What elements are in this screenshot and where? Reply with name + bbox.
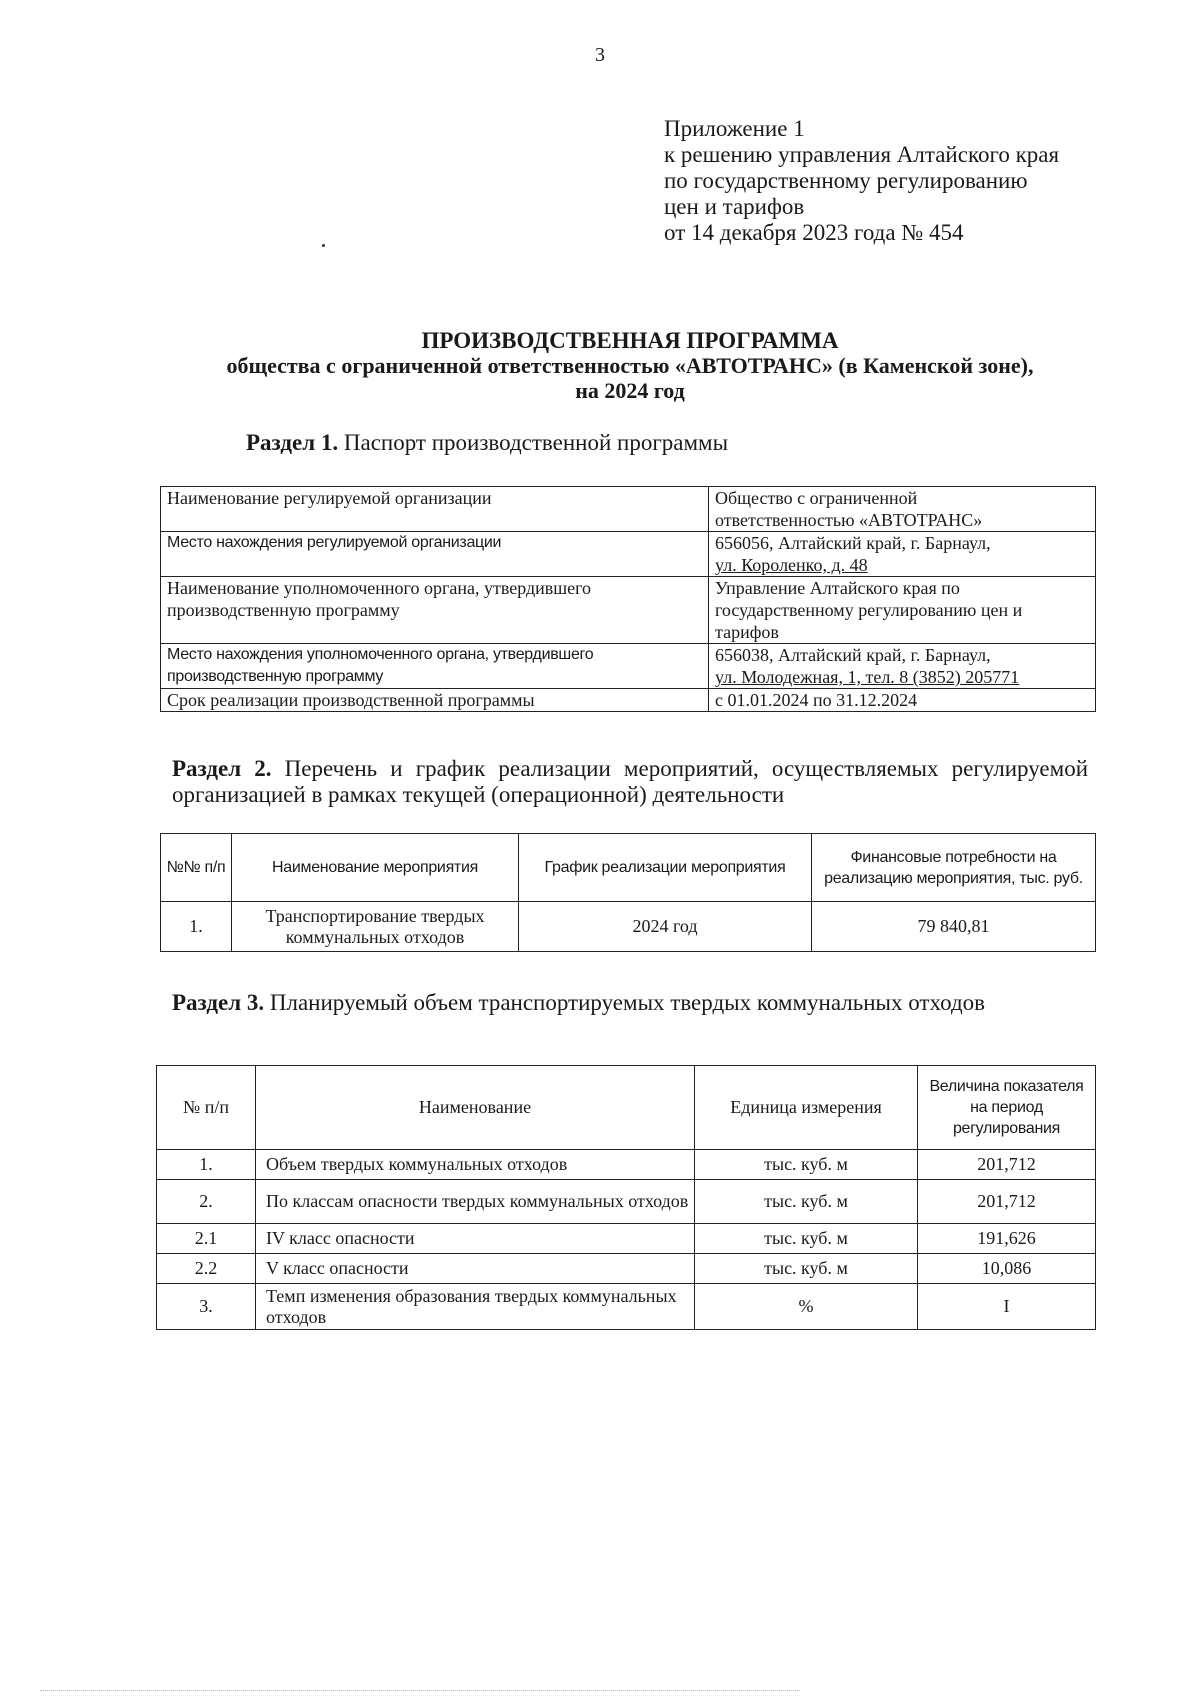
table-row	[157, 1224, 1096, 1254]
section-2-heading	[172, 756, 1088, 808]
table-cell: 201,712	[918, 1180, 1096, 1224]
page-number: 3	[595, 44, 605, 66]
table-cell: Общество с ограниченной ответственностью «АВТОТРАНС»	[709, 487, 1096, 532]
table-row	[161, 532, 1096, 577]
header-cell: Наименование мероприятия	[232, 834, 519, 902]
document-title	[160, 328, 1100, 403]
annex-line: к решению управления Алтайского края	[664, 142, 1060, 167]
section-3-heading	[172, 990, 1088, 1016]
table-cell: Место нахождения регулируемой организации	[161, 532, 709, 577]
table-cell: Управление Алтайского края по государственному регулированию цен и тарифов	[709, 577, 1096, 644]
title-line-1: ПРОИЗВОДСТВЕННАЯ ПРОГРАММА	[421, 328, 839, 353]
title-line-2: общества с ограниченной ответственностью «АВТОТРАНС» (в Каменской зоне),	[226, 353, 1034, 378]
table-row	[157, 1254, 1096, 1284]
table-cell: тыс. куб. м	[695, 1180, 918, 1224]
table-cell: Место нахождения уполномоченного органа, утвердившего производственную программу	[161, 644, 709, 689]
table-cell: 10,086	[918, 1254, 1096, 1284]
table-row	[157, 1284, 1096, 1330]
table-cell: тыс. куб. м	[695, 1254, 918, 1284]
header-cell: Финансовые потребности на реализацию мероприятия, тыс. руб.	[812, 834, 1096, 902]
table-cell: Объем твердых коммунальных отходов	[256, 1150, 695, 1180]
section-1-heading	[246, 430, 728, 456]
table-cell: 656038, Алтайский край, г. Барнаул, ул. Молодежная, 1, тел. 8 (3852) 205771	[709, 644, 1096, 689]
section-1-label: Раздел 1.	[246, 430, 339, 455]
table-cell: 2.	[157, 1180, 256, 1224]
table-cell: 656056, Алтайский край, г. Барнаул, ул. Короленко, д. 48	[709, 532, 1096, 577]
header-cell: № п/п	[157, 1066, 256, 1150]
table-cell: Наименование регулируемой организации	[161, 487, 709, 532]
passport-table	[160, 486, 1096, 712]
table-cell: тыс. куб. м	[695, 1150, 918, 1180]
annex-line: цен и тарифов	[664, 194, 805, 219]
table-row	[157, 1150, 1096, 1180]
table-cell: 2.2	[157, 1254, 256, 1284]
header-cell: Единица измерения	[695, 1066, 918, 1150]
stray-dot	[322, 244, 325, 247]
annex-line: от 14 декабря 2023 года № 454	[664, 220, 964, 245]
table-cell: 1.	[161, 902, 232, 952]
table-row	[161, 577, 1096, 644]
table-row	[157, 1180, 1096, 1224]
table-header-row	[157, 1066, 1096, 1150]
section-2-text: Перечень и график реализации мероприятий, осуществляемых регулируемой организацией в рамках текущей (операционной) деятельности	[172, 756, 1089, 807]
table-row	[161, 902, 1096, 952]
header-cell: Наименование	[256, 1066, 695, 1150]
table-cell: %	[695, 1284, 918, 1330]
table-cell: Наименование уполномоченного органа, утвердившего производственную программу	[161, 577, 709, 644]
title-line-3: на 2024 год	[575, 378, 685, 403]
activities-table	[160, 833, 1096, 952]
table-cell: с 01.01.2024 по 31.12.2024	[709, 689, 1096, 712]
header-cell: График реализации мероприятия	[519, 834, 812, 902]
annex-block	[664, 116, 1059, 246]
table-cell: Транспортирование твердых коммунальных отходов	[232, 902, 519, 952]
table-cell: 3.	[157, 1284, 256, 1330]
volume-table	[156, 1065, 1096, 1330]
table-cell: 191,626	[918, 1224, 1096, 1254]
annex-line: по государственному регулированию	[664, 168, 1028, 193]
table-cell: 1.	[157, 1150, 256, 1180]
table-cell: V класс опасности	[256, 1254, 695, 1284]
table-cell: IV класс опасности	[256, 1224, 695, 1254]
annex-line: Приложение 1	[664, 116, 805, 141]
table-header-row	[161, 834, 1096, 902]
section-3-text: Планируемый объем транспортируемых твердых коммунальных отходов	[264, 990, 986, 1015]
header-cell: Величина показателя на период регулирования	[918, 1066, 1096, 1150]
table-cell: Темп изменения образования твердых коммунальных отходов	[256, 1284, 695, 1330]
table-cell: Срок реализации производственной программы	[161, 689, 709, 712]
table-cell: 2.1	[157, 1224, 256, 1254]
table-row	[161, 689, 1096, 712]
table-row	[161, 487, 1096, 532]
table-cell: 2024 год	[519, 902, 812, 952]
section-2-label: Раздел 2.	[172, 756, 272, 781]
table-cell: 201,712	[918, 1150, 1096, 1180]
table-row	[161, 644, 1096, 689]
table-cell: По классам опасности твердых коммунальных отходов	[256, 1180, 695, 1224]
scan-edge-line	[40, 1690, 800, 1691]
section-1-text: Паспорт производственной программы	[338, 430, 729, 455]
table-cell: 79 840,81	[812, 902, 1096, 952]
table-cell: тыс. куб. м	[695, 1224, 918, 1254]
table-cell: I	[918, 1284, 1096, 1330]
header-cell: №№ п/п	[161, 834, 232, 902]
section-3-label: Раздел 3.	[172, 990, 265, 1015]
